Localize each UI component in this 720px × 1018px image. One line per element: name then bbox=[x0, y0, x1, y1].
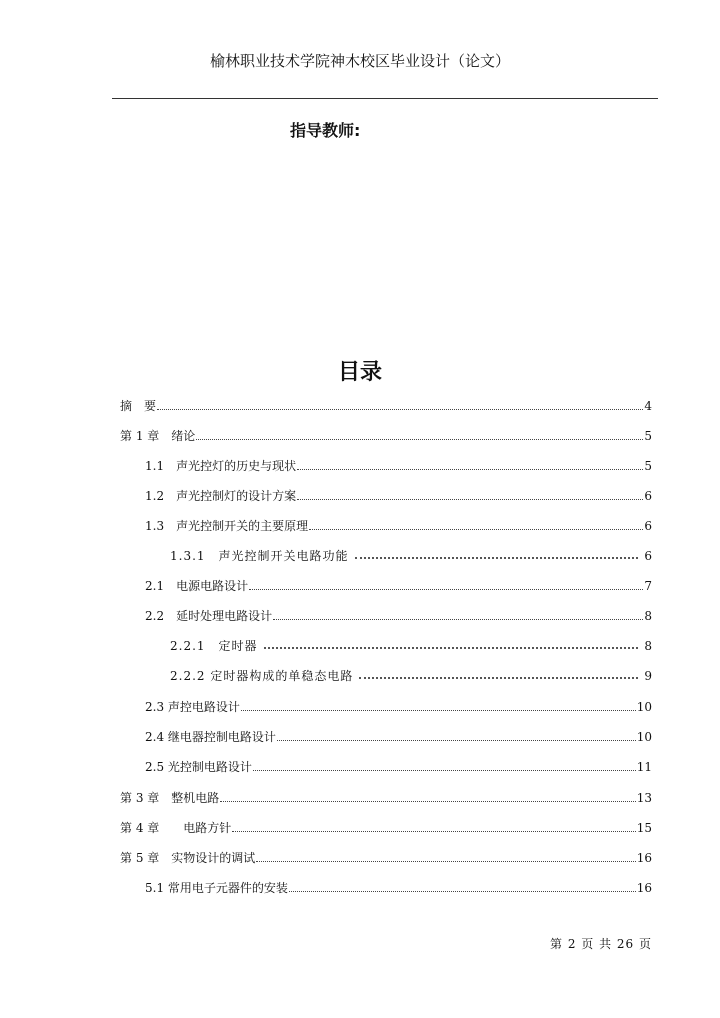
toc-dot-leader bbox=[297, 469, 643, 470]
advisor-label: 指导教师: bbox=[290, 121, 361, 140]
toc-entry-page: 15 bbox=[636, 821, 652, 835]
toc-entry-label: 2.3 声控电路设计 bbox=[145, 700, 240, 714]
toc-entry-label: 2.2.1 定时器 bbox=[170, 639, 258, 653]
toc-entry[interactable] bbox=[170, 635, 652, 653]
page-header-title: 榆林职业技术学院神木校区毕业设计（论文） bbox=[209, 52, 510, 70]
toc-entry-page: 10 bbox=[636, 700, 652, 714]
toc-dot-leader bbox=[355, 557, 639, 559]
toc-entry[interactable] bbox=[145, 696, 652, 714]
toc-entry[interactable] bbox=[145, 726, 652, 744]
toc-dot-leader bbox=[232, 831, 635, 832]
toc-entry-page: 10 bbox=[636, 730, 652, 744]
toc-entry-label: 第 5 章 实物设计的调试 bbox=[120, 851, 256, 865]
toc-entry[interactable] bbox=[120, 425, 652, 443]
toc-dot-leader bbox=[220, 801, 635, 802]
toc-entry[interactable] bbox=[145, 455, 652, 473]
toc-entry[interactable] bbox=[120, 817, 652, 835]
toc-dot-leader bbox=[264, 647, 639, 649]
toc-entry-page: 16 bbox=[636, 881, 652, 895]
toc-entry[interactable] bbox=[145, 575, 652, 593]
toc-entry-label: 第 1 章 绪论 bbox=[120, 429, 196, 443]
toc-dot-leader bbox=[359, 677, 638, 679]
toc-dot-leader bbox=[157, 409, 643, 410]
toc-dot-leader bbox=[256, 861, 635, 862]
toc-entry-page: 4 bbox=[644, 399, 652, 413]
toc-entry[interactable] bbox=[170, 545, 652, 563]
toc-entry[interactable] bbox=[120, 787, 652, 805]
toc-dot-leader bbox=[277, 740, 636, 741]
toc-entry-label: 1.2 声光控制灯的设计方案 bbox=[145, 489, 297, 503]
toc-dot-leader bbox=[297, 499, 643, 500]
toc-entry-label: 摘 要 bbox=[120, 399, 157, 413]
toc-entry-page: 6 bbox=[644, 489, 652, 503]
toc-entry-page: 6 bbox=[644, 519, 652, 533]
toc-entry[interactable] bbox=[145, 515, 652, 533]
toc-dot-leader bbox=[241, 710, 636, 711]
header-divider bbox=[112, 98, 658, 99]
toc-entry-page: 11 bbox=[636, 760, 652, 774]
toc-entry-label: 2.4 继电器控制电路设计 bbox=[145, 730, 276, 744]
toc-dot-leader bbox=[289, 891, 636, 892]
toc-entry-page: 9 bbox=[644, 669, 652, 683]
toc-entry[interactable] bbox=[145, 485, 652, 503]
toc-entry-label: 1.1 声光控灯的历史与现状 bbox=[145, 459, 297, 473]
toc-entry-label: 5.1 常用电子元器件的安装 bbox=[145, 881, 288, 895]
toc-entry-label: 第 3 章 整机电路 bbox=[120, 791, 220, 805]
toc-entry[interactable] bbox=[145, 877, 652, 895]
toc-entry-label: 2.2 延时处理电路设计 bbox=[145, 609, 273, 623]
toc-dot-leader bbox=[249, 589, 643, 590]
toc-entry-label: 1.3.1 声光控制开关电路功能 bbox=[170, 549, 349, 563]
toc-title: 目录 bbox=[337, 360, 382, 385]
toc-entry-page: 8 bbox=[644, 609, 652, 623]
toc-entry-page: 7 bbox=[644, 579, 652, 593]
toc-entry-label: 2.5 光控制电路设计 bbox=[145, 760, 252, 774]
toc-entry-page: 6 bbox=[644, 549, 652, 563]
toc-entry-label: 第 4 章 电路方针 bbox=[120, 821, 232, 835]
toc-dot-leader bbox=[196, 439, 643, 440]
page-number-footer: 第 2 页 共 26 页 bbox=[550, 937, 652, 951]
toc-entry[interactable] bbox=[145, 756, 652, 774]
toc-entry[interactable] bbox=[170, 665, 652, 683]
toc-entry[interactable] bbox=[120, 847, 652, 865]
toc-entry-page: 5 bbox=[644, 429, 652, 443]
toc-dot-leader bbox=[273, 619, 643, 620]
toc-entry[interactable] bbox=[145, 605, 652, 623]
toc-entry-label: 2.1 电源电路设计 bbox=[145, 579, 249, 593]
toc-entry-page: 16 bbox=[636, 851, 652, 865]
toc-entry-page: 8 bbox=[644, 639, 652, 653]
toc-entry-label: 2.2.2 定时器构成的单稳态电路 bbox=[170, 669, 354, 683]
toc-entry-page: 5 bbox=[644, 459, 652, 473]
toc-dot-leader bbox=[253, 770, 636, 771]
toc-entry-page: 13 bbox=[636, 791, 652, 805]
toc-entry[interactable] bbox=[120, 395, 652, 413]
toc-dot-leader bbox=[309, 529, 643, 530]
toc-entry-label: 1.3 声光控制开关的主要原理 bbox=[145, 519, 309, 533]
